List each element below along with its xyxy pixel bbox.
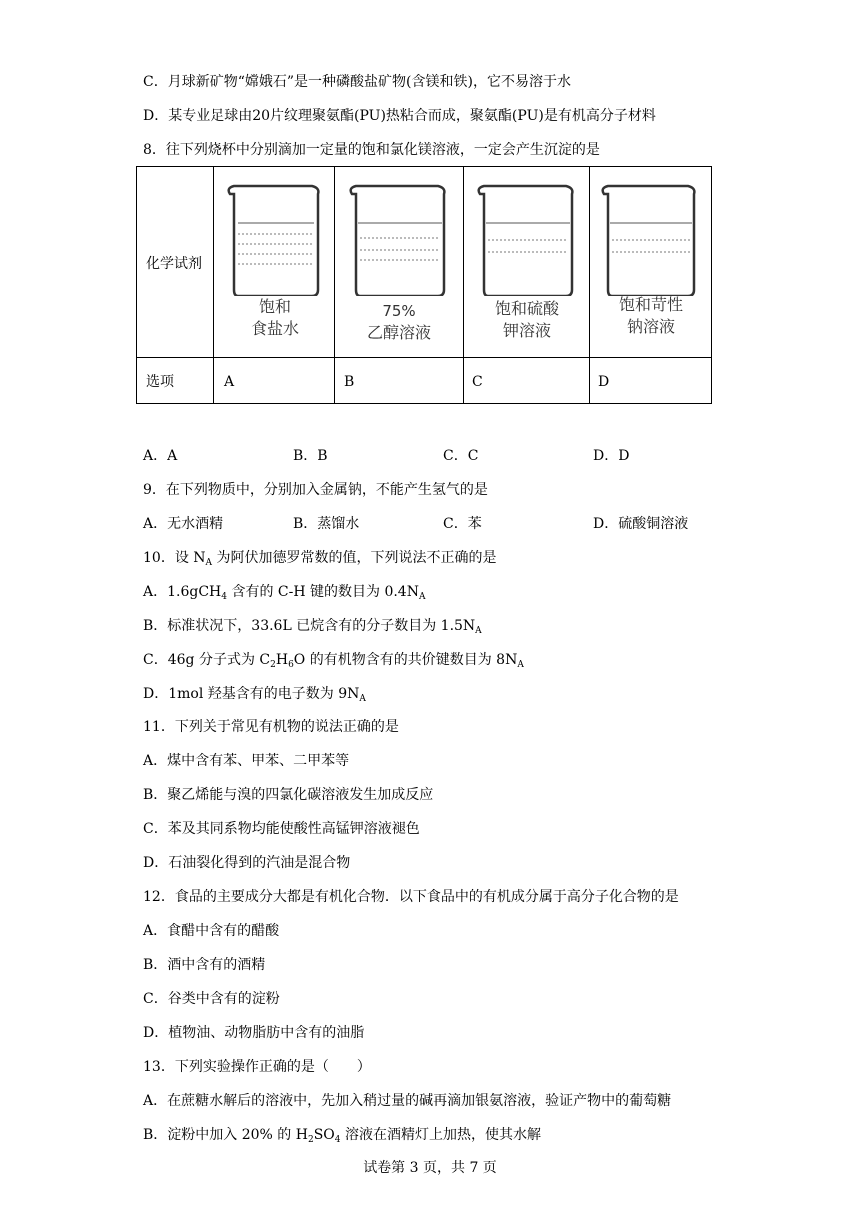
q9-option-d: D．硫酸铜溶液: [593, 516, 689, 532]
q12-option-c: C．谷类中含有的淀粉: [143, 991, 280, 1007]
q11-option-d: D．石油裂化得到的汽油是混合物: [143, 855, 351, 871]
q11-option-a: A．煤中含有苯、甲苯、二甲苯等: [143, 753, 350, 769]
q10-option-d: D．1mol 羟基含有的电子数为 $9N_A$: [143, 686, 366, 704]
q10-option-c: C．46g 分子式为 $C_2H_6O$ 的有机物含有的共价键数目为 $8N_A$: [143, 652, 524, 670]
option-d-cell: D: [598, 374, 610, 390]
beaker-c-icon: [470, 178, 584, 296]
q8-option-c: C．C: [443, 448, 479, 464]
question-12-stem: 12．食品的主要成分大都是有机化合物．以下食品中的有机成分属于高分子化合物的是: [143, 889, 679, 905]
question-9-stem: 9．在下列物质中，分别加入金属钠，不能产生氢气的是: [143, 482, 488, 498]
beaker-d-caption-1: 饱和苛性: [618, 295, 683, 314]
q10-option-b: B．标准状况下，33.6L 已烷含有的分子数目为 $1.5N_A$: [143, 618, 482, 636]
q9-option-a: A．无水酒精: [143, 516, 224, 532]
text-line: C．月球新矿物“嫦娥石”是一种磷酸盐矿物(含镁和铁)，它不易溶于水: [143, 74, 571, 90]
question-13-stem: 13．下列实验操作正确的是（ ）: [143, 1059, 371, 1075]
q12-option-d: D．植物油、动物脂肪中含有的油脂: [143, 1025, 365, 1041]
q11-option-b: B．聚乙烯能与溴的四氯化碳溶液发生加成反应: [143, 787, 434, 803]
q8-option-a: A．A: [143, 448, 178, 464]
beaker-b-icon: [342, 178, 456, 296]
page-footer: 试卷第 3 页，共 7 页: [363, 1160, 497, 1176]
q10-option-a: A．1.6gCH$_4$ 含有的 C-H 键的数目为 $0.4N_A$: [143, 584, 426, 602]
beaker-c-caption-2: 钾溶液: [502, 321, 551, 340]
row-label-option: 选项: [146, 374, 174, 390]
option-a-cell: A: [224, 374, 235, 390]
beaker-a-icon: [220, 178, 330, 296]
reagent-table: [136, 166, 712, 404]
question-8-stem: 8．往下列烧杯中分别滴加一定量的饱和氯化镁溶液，一定会产生沉淀的是: [143, 142, 600, 158]
question-11-stem: 11．下列关于常见有机物的说法正确的是: [143, 719, 399, 735]
q13-option-b: B．淀粉中加入 20% 的 $H_2SO_4$ 溶液在酒精灯上加热，使其水解: [143, 1127, 541, 1145]
text-line: D．某专业足球由20片纹理聚氨酯(PU)热粘合而成，聚氨酯(PU)是有机高分子材料: [143, 108, 656, 124]
beaker-b-caption-2: 乙醇溶液: [366, 323, 431, 342]
q9-option-c: C．苯: [443, 516, 482, 532]
beaker-d-icon: [594, 178, 706, 296]
question-10-stem: 10．设 $N_A$ 为阿伏加德罗常数的值，下列说法不正确的是: [143, 550, 497, 568]
q8-option-b: B．B: [293, 448, 328, 464]
q13-option-a: A．在蔗糖水解后的溶液中，先加入稍过量的碱再滴加银氨溶液，验证产物中的葡萄糖: [143, 1093, 672, 1109]
q12-option-b: B．酒中含有的酒精: [143, 957, 266, 973]
q12-option-a: A．食醋中含有的醋酸: [143, 923, 280, 939]
option-b-cell: B: [344, 374, 355, 390]
beaker-d-caption-2: 钠溶液: [626, 317, 675, 336]
q8-option-d: D．D: [593, 448, 630, 464]
beaker-a-caption-1: 饱和: [258, 297, 291, 316]
q9-option-b: B．蒸馏水: [293, 516, 360, 532]
row-label-reagent: 化学试剂: [146, 256, 202, 272]
q11-option-c: C．苯及其同系物均能使酸性高锰钾溶液褪色: [143, 821, 420, 837]
beaker-a-caption-2: 食盐水: [250, 319, 299, 338]
beaker-c-caption-1: 饱和硫酸: [494, 299, 559, 318]
option-c-cell: C: [472, 374, 483, 390]
beaker-b-caption-1: 75%: [382, 302, 416, 320]
